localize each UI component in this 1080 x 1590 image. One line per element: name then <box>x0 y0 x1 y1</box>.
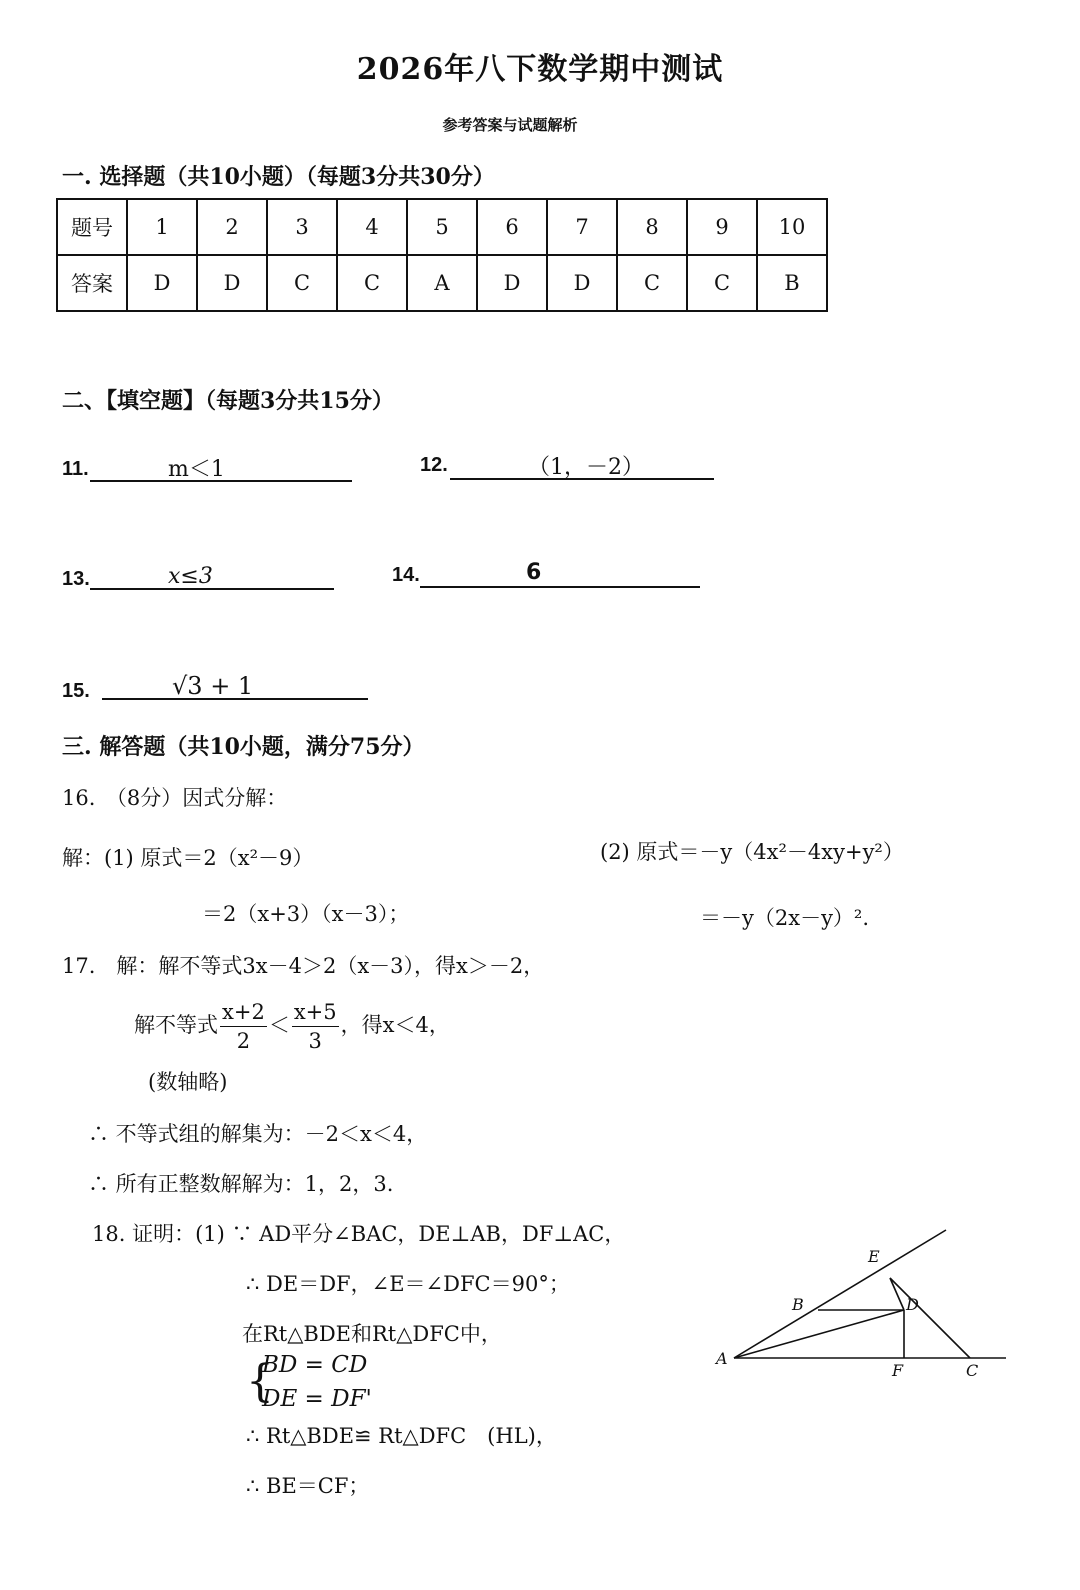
q17-line2-pre: 解不等式 <box>134 1013 218 1037</box>
geometry-figure <box>700 1218 1020 1398</box>
table-cell: 6 <box>477 199 547 255</box>
label-b: B <box>792 1295 804 1314</box>
table-cell: 2 <box>197 199 267 255</box>
q18-line3: 在Rt△BDE和Rt△DFC中， <box>242 1322 502 1346</box>
fraction-2 <box>292 998 339 1055</box>
fraction-2-denominator: 3 <box>308 1029 322 1053</box>
segment-ec <box>890 1278 970 1358</box>
table-cell: D <box>547 255 617 311</box>
section2-heading: 二、【填空题】（每题3分共15分） <box>62 388 394 414</box>
table-cell: B <box>757 255 827 311</box>
fraction-1-numerator: x+2 <box>220 998 267 1027</box>
row-label-answer: 答案 <box>57 255 127 311</box>
page-title: 2026年八下数学期中测试 <box>356 52 724 87</box>
label-d: D <box>906 1295 919 1314</box>
table-cell: 8 <box>617 199 687 255</box>
table-cell: 1 <box>127 199 197 255</box>
table-cell: C <box>687 255 757 311</box>
fraction-1 <box>220 998 267 1055</box>
table-row-questions <box>57 199 827 255</box>
q17-line2 <box>134 998 450 1055</box>
label-a: A <box>716 1349 728 1368</box>
fraction-2-numerator: x+5 <box>292 998 339 1027</box>
table-cell: 9 <box>687 199 757 255</box>
answer-table <box>56 198 828 312</box>
q18-line4: ∴ Rt△BDE≌ Rt△DFC (HL)， <box>246 1424 557 1448</box>
table-row-answers <box>57 255 827 311</box>
table-cell: C <box>267 255 337 311</box>
fill-number-13: 13. <box>62 568 90 590</box>
fill-number-15: 15. <box>62 680 90 702</box>
fill-answer-14: 6 <box>526 560 542 585</box>
page-subtitle: 参考答案与试题解析 <box>442 116 578 134</box>
table-cell: 3 <box>267 199 337 255</box>
fill-answer-13: x≤3 <box>168 564 213 589</box>
table-cell: A <box>407 255 477 311</box>
less-than-sign: ＜ <box>268 1013 290 1037</box>
fill-number-11: 11. <box>62 458 89 480</box>
q17-line3: (数轴略) <box>148 1070 228 1094</box>
q16-part2-line1: (2) 原式＝－y（4x²－4xy+y²） <box>600 840 904 864</box>
table-cell: 5 <box>407 199 477 255</box>
table-cell: 10 <box>757 199 827 255</box>
label-f: F <box>892 1361 904 1380</box>
fill-answer-12: （1，－2） <box>528 455 644 480</box>
fill-number-12: 12. <box>420 454 448 476</box>
section3-heading: 三. 解答题（共10小题，满分75分） <box>62 734 425 760</box>
q18-system-eq2: DE = DF' <box>262 1386 372 1412</box>
label-e: E <box>868 1247 880 1266</box>
segment-de <box>890 1278 904 1310</box>
table-cell: C <box>337 255 407 311</box>
q16-part2-line2: ＝－y（2x－y）². <box>700 906 870 930</box>
q17-line5: ∴ 所有正整数解解为：1，2，3. <box>88 1172 394 1196</box>
table-cell: D <box>127 255 197 311</box>
table-cell: 7 <box>547 199 617 255</box>
q16-part1-line2: ＝2（x+3）（x－3）； <box>202 902 410 926</box>
q16-stem: 16. （8分）因式分解： <box>62 786 288 810</box>
section1-heading: 一. 选择题（共10小题）（每题3分共30分） <box>62 164 495 190</box>
q16-part1-line1: 解：(1) 原式＝2（x²－9） <box>62 846 314 870</box>
q17-line2-post: ，得x＜4， <box>340 1013 450 1037</box>
fill-blank-14 <box>420 564 700 588</box>
line-ae-ray <box>734 1230 946 1358</box>
q18-line5: ∴ BE＝CF； <box>246 1474 370 1498</box>
segment-ad <box>734 1310 904 1358</box>
q17-line4: ∴ 不等式组的解集为：－2＜x＜4， <box>88 1122 428 1146</box>
table-cell: 4 <box>337 199 407 255</box>
system-brace: { <box>246 1356 274 1407</box>
fraction-1-denominator: 2 <box>236 1029 251 1053</box>
fill-answer-15: √3 + 1 <box>172 672 254 700</box>
fill-number-14: 14. <box>392 564 420 586</box>
fill-answer-11: m＜1 <box>168 457 225 482</box>
q17-line1: 17. 解：解不等式3x－4＞2（x－3），得x＞－2， <box>62 954 545 978</box>
q18-line2: ∴ DE＝DF，∠E＝∠DFC＝90°； <box>246 1272 570 1296</box>
table-cell: D <box>197 255 267 311</box>
table-cell: C <box>617 255 687 311</box>
q18-line1: 18. 证明：(1) ∵ AD平分∠BAC，DE⊥AB，DF⊥AC， <box>92 1222 626 1246</box>
label-c: C <box>966 1361 979 1380</box>
row-label-question: 题号 <box>57 199 127 255</box>
table-cell: D <box>477 255 547 311</box>
q18-system-eq1: BD = CD <box>262 1352 368 1378</box>
